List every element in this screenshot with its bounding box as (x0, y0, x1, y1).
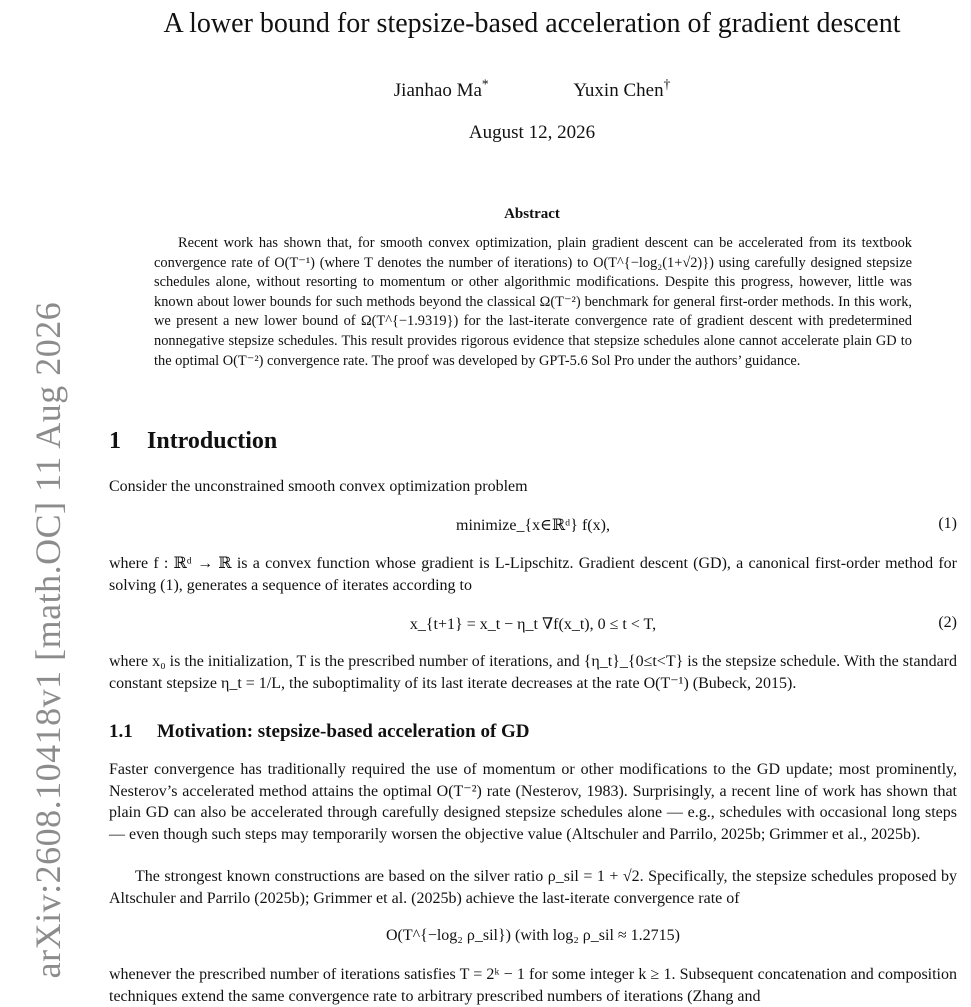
author-1-mark: * (481, 76, 489, 92)
author-2-mark: † (663, 76, 671, 92)
motivation-paragraph-3: whenever the prescribed number of iterations satisfies T = 2ᵏ − 1 for some integer k ≥ 1. Subsequent concatenation and composition techniques extend the same convergence rate to arbitrary prescribed numbers of iterations (Zhang and (109, 966, 957, 1005)
intro-paragraph-2: where f : ℝᵈ → ℝ is a convex function whose gradient is L-Lipschitz. Gradient descent (GD), a canonical first-order method for solving (1), generates a sequence of iterates according to (109, 555, 957, 594)
subsection-heading-motivation (109, 721, 530, 743)
author-2 (573, 76, 671, 102)
intro-paragraph-3: where x₀ is the initialization, T is the prescribed number of iterations, and {η_t}_{0≤t<T} is the stepsize schedule. With the standard constant stepsize η_t = 1/L, the suboptimality of its last iterate decreases at the rate O(T⁻¹) (Bubeck, 2015). (109, 653, 957, 692)
equation-1-number: (1) (938, 515, 957, 532)
subsection-number: 1.1 (109, 721, 133, 742)
arxiv-identifier: arXiv:2608.10418v1 [math.OC] 11 Aug 2026 (28, 301, 68, 979)
motivation-paragraph-2: The strongest known constructions are based on the silver ratio ρ_sil = 1 + √2. Specifically, the stepsize schedules proposed by Altschuler and Parrilo (2025b); Grimmer et al. (2025b) achieve the last-iterate convergence rate of (109, 868, 957, 907)
motivation-paragraph-1: Faster convergence has traditionally required the use of momentum or other modifications to the GD update; most prominently, Nesterov’s accelerated method attains the optimal O(T⁻²) rate (Nesterov, 1983). Surprisingly, a recent line of work has shown that plain GD can also be accelerated through carefully designed stepsize schedules alone — e.g., schedules with occasional long steps — even though such steps may temporarily worsen the objective value (Altschuler and Parrilo, 2025b; Grimmer et al., 2025b). (109, 761, 957, 843)
paper-date: August 12, 2026 (468, 122, 596, 143)
author-list (100, 76, 964, 102)
abstract-text: Recent work has shown that, for smooth convex optimization, plain gradient descent can be accelerated from its textbook convergence rate of O(T⁻¹) (where T denotes the number of iterations) to O(T^{−log₂(1+√2)}) using carefully designed stepsize schedules alone, without resorting to momentum or other algorithmic modifications. Despite this progress, however, little was known about lower bounds for such methods beyond the classical Ω(T⁻²) benchmark for general first-order methods. In this work, we present a new lower bound of Ω(T^{−1.9319}) for the last-iterate convergence rate of gradient descent with predetermined nonnegative stepsize schedules. This result provides rigorous evidence that stepsize schedules alone cannot accelerate plain GD to the optimal O(T⁻²) convergence rate. The proof was developed by GPT-5.6 Sol Pro under the authors’ guidance. (154, 235, 912, 369)
equation-1 (109, 515, 957, 535)
author-1-name: Jianhao Ma (393, 80, 482, 101)
equation-2-number: (2) (938, 614, 957, 631)
section-title: Introduction (147, 428, 278, 454)
abstract-heading: Abstract (504, 206, 560, 222)
section-heading-introduction (109, 428, 277, 455)
section-number: 1 (109, 428, 121, 454)
subsection-title: Motivation: stepsize-based acceleration of GD (157, 721, 530, 742)
equation-1-body: minimize_{x∈ℝᵈ} f(x), (456, 517, 610, 534)
equation-2-body: x_{t+1} = x_t − η_t ∇f(x_t), 0 ≤ t < T, (409, 616, 657, 633)
equation-3-body: O(T^{−log₂ ρ_sil}) (with log₂ ρ_sil ≈ 1.2715) (385, 927, 680, 944)
author-2-name: Yuxin Chen (573, 80, 664, 101)
intro-paragraph-1: Consider the unconstrained smooth convex optimization problem (109, 478, 528, 495)
author-1 (393, 76, 489, 102)
equation-3 (109, 927, 957, 945)
equation-2 (109, 614, 957, 634)
paper-title: A lower bound for stepsize-based acceleration of gradient descent (163, 8, 901, 39)
